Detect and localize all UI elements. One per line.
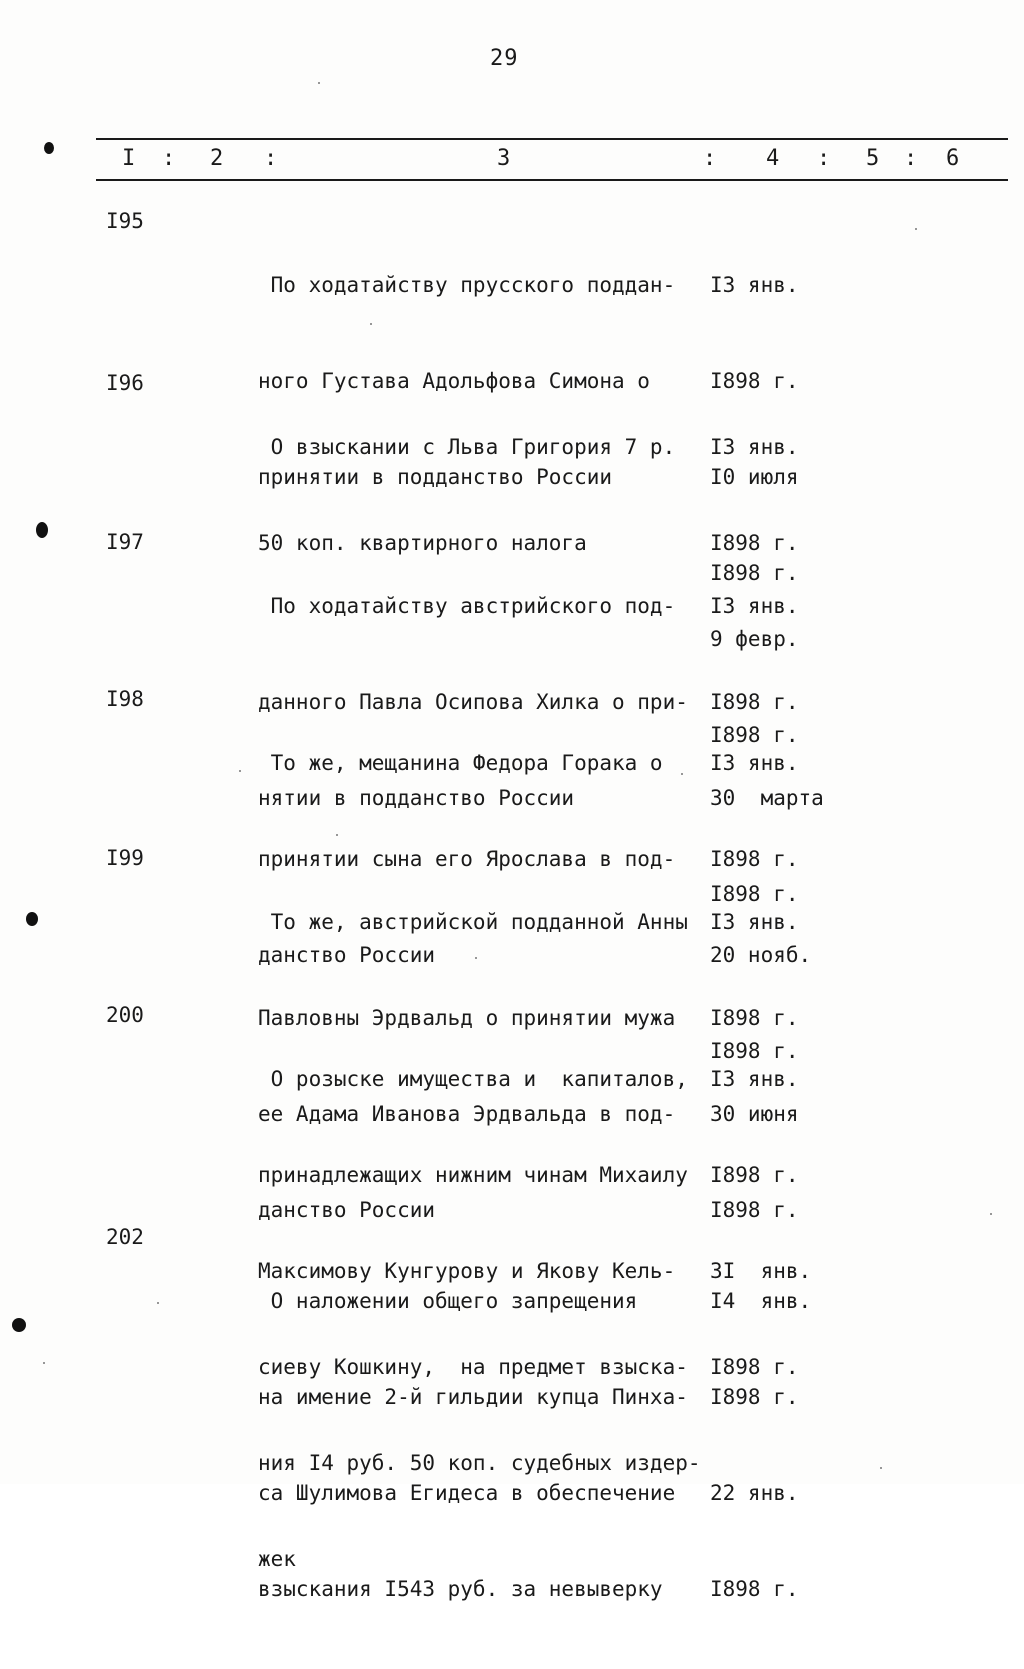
punch-hole-mark — [12, 1318, 26, 1332]
scan-speck — [239, 770, 241, 772]
scan-speck — [370, 323, 372, 325]
scan-speck — [681, 773, 683, 775]
entry-date-line: I898 г. — [710, 561, 799, 585]
entry-title-line: 50 коп. квартирного налога — [258, 531, 587, 555]
entry-date-line: I898 г. — [710, 1198, 799, 1222]
scan-speck — [336, 834, 338, 836]
entry-number: I96 — [106, 371, 144, 395]
header-separator: : — [817, 146, 831, 171]
entry-date-line: I3 янв. — [710, 435, 799, 459]
entry-title-line: жек — [258, 1547, 296, 1571]
scan-speck — [880, 1467, 882, 1469]
entry-date-line: I3 янв. — [710, 910, 799, 934]
scan-speck — [915, 228, 917, 230]
entry-title-line: на имение 2-й гильдии купца Пинха- — [258, 1385, 688, 1409]
header-col-5: 5 — [866, 146, 880, 171]
entry-title-line: ее Адама Иванова Эрдвальда в под- — [258, 1102, 676, 1126]
entry-number: 200 — [106, 1003, 144, 1027]
entry-date-line: I898 г. — [710, 1355, 799, 1379]
entry-title — [258, 1221, 718, 1669]
entry-title-line: ного Густава Адольфова Симона о — [258, 369, 650, 393]
header-separator: : — [264, 146, 278, 171]
entry-date-line: I898 г. — [710, 882, 799, 906]
header-separator: : — [904, 146, 918, 171]
entry-number: I98 — [106, 687, 144, 711]
entry-title-line: са Шулимова Егидеса в обеспечение — [258, 1481, 676, 1505]
entry-date-line: I898 г. — [710, 531, 799, 555]
scan-speck — [990, 1213, 992, 1215]
entry-title-line: сиеву Кошкину, на предмет взыска- — [258, 1355, 688, 1379]
header-col-3: 3 — [497, 146, 511, 171]
entry-date-line: 22 янв. — [710, 1481, 799, 1505]
entry-title-line: По ходатайству прусского поддан- — [258, 273, 676, 297]
header-col-4: 4 — [766, 146, 780, 171]
entry-date-line: I898 г. — [710, 1039, 799, 1063]
entry-date-line: I898 г. — [710, 1006, 799, 1030]
header-col-6: 6 — [946, 146, 960, 171]
entry-date-line: 30 июня — [710, 1102, 799, 1126]
punch-hole-mark — [36, 522, 48, 538]
entry-title-line: данство России — [258, 1198, 436, 1222]
entry-date-line: I898 г. — [710, 1385, 799, 1409]
entry-title-line: данство России — [258, 943, 436, 967]
entry-title-line: принятии сына его Ярослава в под- — [258, 847, 676, 871]
entry-date-line: 3I янв. — [710, 1259, 812, 1283]
entry-date-line: I3 янв. — [710, 594, 799, 618]
entry-title-line: данного Павла Осипова Хилка о при- — [258, 690, 688, 714]
entry-number: I99 — [106, 846, 144, 870]
entry-date-line: I898 г. — [710, 1163, 799, 1187]
header-separator: : — [162, 146, 176, 171]
header-separator: : — [703, 146, 717, 171]
entry-title-line: О наложении общего запрещения — [258, 1289, 638, 1313]
header-top-rule — [96, 138, 1008, 140]
header-col-2: 2 — [210, 146, 224, 171]
entry-date-line: I3 янв. — [710, 751, 799, 775]
entry-title-line: По ходатайству австрийского под- — [258, 594, 676, 618]
page-number: 29 — [490, 46, 519, 71]
entry-date-line: I3 янв. — [710, 273, 799, 297]
entry-date-line: I898 г. — [710, 847, 799, 871]
entry-date-line: 9 февр. — [710, 627, 799, 651]
entry-date-line: 20 нояб. — [710, 943, 812, 967]
entry-title-line: Павловны Эрдвальд о принятии мужа — [258, 1006, 676, 1030]
entry-date-line: I4 янв. — [710, 1289, 812, 1313]
entry-date-line: I3 янв. — [710, 1067, 799, 1091]
entry-date-line: I0 июля — [710, 465, 799, 489]
entry-title-line: ния I4 руб. 50 коп. судебных издер- — [258, 1451, 701, 1475]
entry-title-line: нятии в подданство России — [258, 786, 575, 810]
entry-title-line: О розыске имущества и капиталов, — [258, 1067, 688, 1091]
scan-speck — [475, 957, 477, 959]
entry-title-line: О взыскании с Льва Григория 7 р. — [258, 435, 676, 459]
header-bottom-rule — [96, 179, 1008, 181]
entry-date-line: 30 марта — [710, 786, 824, 810]
punch-hole-mark — [26, 912, 38, 926]
entry-dates — [710, 1221, 860, 1669]
entry-title-line: взыскания I543 руб. за невыверку — [258, 1577, 663, 1601]
entry-title-line: То же, мещанина Федора Горака о — [258, 751, 663, 775]
entry-title-line: принадлежащих нижним чинам Михаилу — [258, 1163, 688, 1187]
scan-speck — [157, 1302, 159, 1304]
entry-title-line: То же, австрийской подданной Анны — [258, 910, 688, 934]
header-col-1: I — [122, 146, 136, 171]
entry-title-line: Максимову Кунгурову и Якову Кель- — [258, 1259, 676, 1283]
entry-number: 202 — [106, 1225, 144, 1249]
entry-number: I95 — [106, 209, 144, 233]
entry-date-line: I898 г. — [710, 369, 799, 393]
entry-date-line: I898 г. — [710, 1577, 799, 1601]
entry-title-line: принятии в подданство России — [258, 465, 613, 489]
scan-speck — [43, 1362, 45, 1364]
entry-number: I97 — [106, 530, 144, 554]
entry-date-line: I898 г. — [710, 690, 799, 714]
punch-hole-mark — [44, 142, 54, 154]
entry-date-line: I898 г. — [710, 723, 799, 747]
scan-speck — [318, 82, 320, 84]
